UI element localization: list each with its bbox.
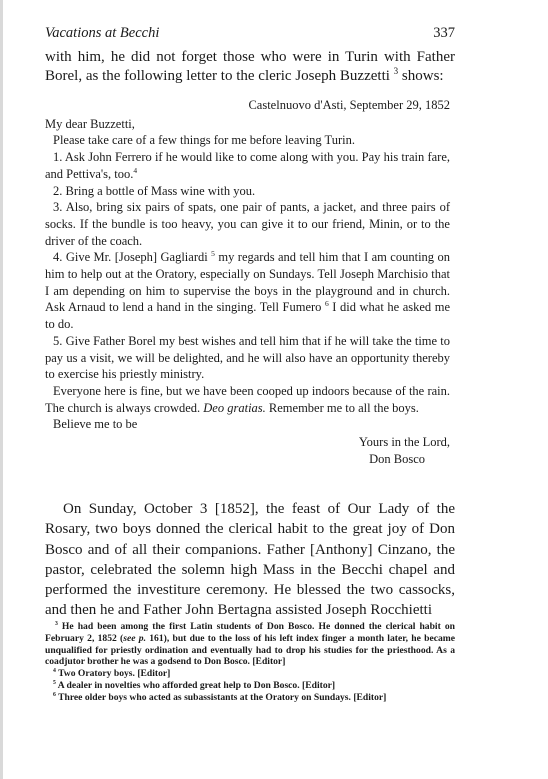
letter-paragraph-4: 3. Also, bring six pairs of spats, one pair of pants, a jacket, and three pairs of socks. If the bundle is too heavy, you can give it to our friend, Minin, or to the driver of the coach. [45,200,450,248]
intro-text: with him, he did not forget those who were in Turin with Father Borel, as the following letter to the cleric Joseph Buzzetti [45,49,455,84]
letter-news-tail: Remember me to all the boys. [265,400,419,415]
letter-item-1: 1. Ask John Ferrero if he would like to come along with you. Pay his train fare, and Pettiva's, too. [45,150,450,181]
footnote-ref-5: 5 [211,249,215,259]
footnote-ref-3: 3 [393,66,399,76]
letter-closing: Yours in the Lord, [358,435,450,450]
letter-item-4c: I did what he asked me to do. [45,300,450,332]
letter-paragraph-1: Please take care of a few things for me before leaving Turin. [53,133,355,148]
running-title: Vacations at Becchi [45,25,160,41]
intro-tail: shows: [398,68,444,84]
footnote-text-end: 161), but due to the loss of his left index finger a month later, he became unqualified for priestly ordination and eventually had to drop his studies for the priesthood. As a coadjutor brother he was a godsend to Don Bosco. [Editor] [45,632,456,668]
footnote-ref-4: 4 [133,165,138,175]
letter-item-4b: my regards and tell him that I am counting on him to help out at the Oratory, especially on Sundays. Tell Joseph Marchisio that I am depending on him to supervise the boys in the playground and in church. Ask Arnaud to lend a hand in the singing. Tell Fumero [45,250,450,315]
letter-paragraph-6: 5. Give Father Borel my best wishes and tell him that if he will take the time to pay us a visit, we will be delighted, and he will also have an opportunity thereby to exercise his priestly ministry. [45,333,450,382]
footnote-text: Three older boys who acted as subassistants at the Oratory on Sundays. [Editor] [55,691,387,703]
footnotes [45,621,455,704]
letter-item-4a: 4. Give Mr. [Joseph] Gagliardi [53,250,208,265]
footnote-text: He had been among the first Latin students of Don Bosco. He donned the clerical habit on February 2, 1852 ( [45,621,455,644]
footnote-ref-6: 6 [324,299,329,309]
letter-paragraph-7 [45,383,450,416]
footnote-italic: see p. [123,632,146,644]
letter-dateline: Castelnuovo d'Asti, September 29, 1852 [248,98,450,112]
footnote-text: Two Oratory boys. [Editor] [55,668,171,680]
deo-gratias: Deo gratias. [203,400,266,415]
footnote-text: A dealer in novelties who afforded great help to Don Bosco. [Editor] [55,679,336,691]
intro-paragraph [45,48,455,86]
page-edge [0,0,3,779]
page-number: 337 [433,25,455,41]
narrative-paragraph: On Sunday, October 3 [1852], the feast of Our Lady of the Rosary, two boys donned the clerical habit to the great joy of Don Bosco and of all their companions. Father [Anthony] Cinzano, the pastor, celebrated the solemn high Mass in the Becchi chapel and performed the investiture ceremony. He blessed the two cassocks, and then he and Father John Bertagna assisted Joseph Rocchietti [45,501,455,619]
letter-paragraph-2 [45,149,450,182]
letter-block [45,97,450,467]
letter-signature: Don Bosco [369,451,425,466]
footnote-6 [45,692,455,704]
footnote-3 [45,621,455,668]
footnote-mark: 3 [55,620,58,627]
letter-salutation: My dear Buzzetti, [45,116,135,131]
letter-believe: Believe me to be [53,417,138,432]
footnote-mark: 6 [53,691,56,698]
letter-paragraph-5 [45,249,450,333]
letter-news: Everyone here is fine, but we have been cooped up indoors because of the rain. The church is always crowded. [45,383,450,415]
footnote-mark: 4 [53,668,56,674]
footnote-5 [45,680,455,692]
footnote-mark: 5 [53,679,56,686]
letter-paragraph-3: 2. Bring a bottle of Mass wine with you. [53,183,256,198]
footnote-4 [45,668,455,680]
page-header [45,25,455,45]
